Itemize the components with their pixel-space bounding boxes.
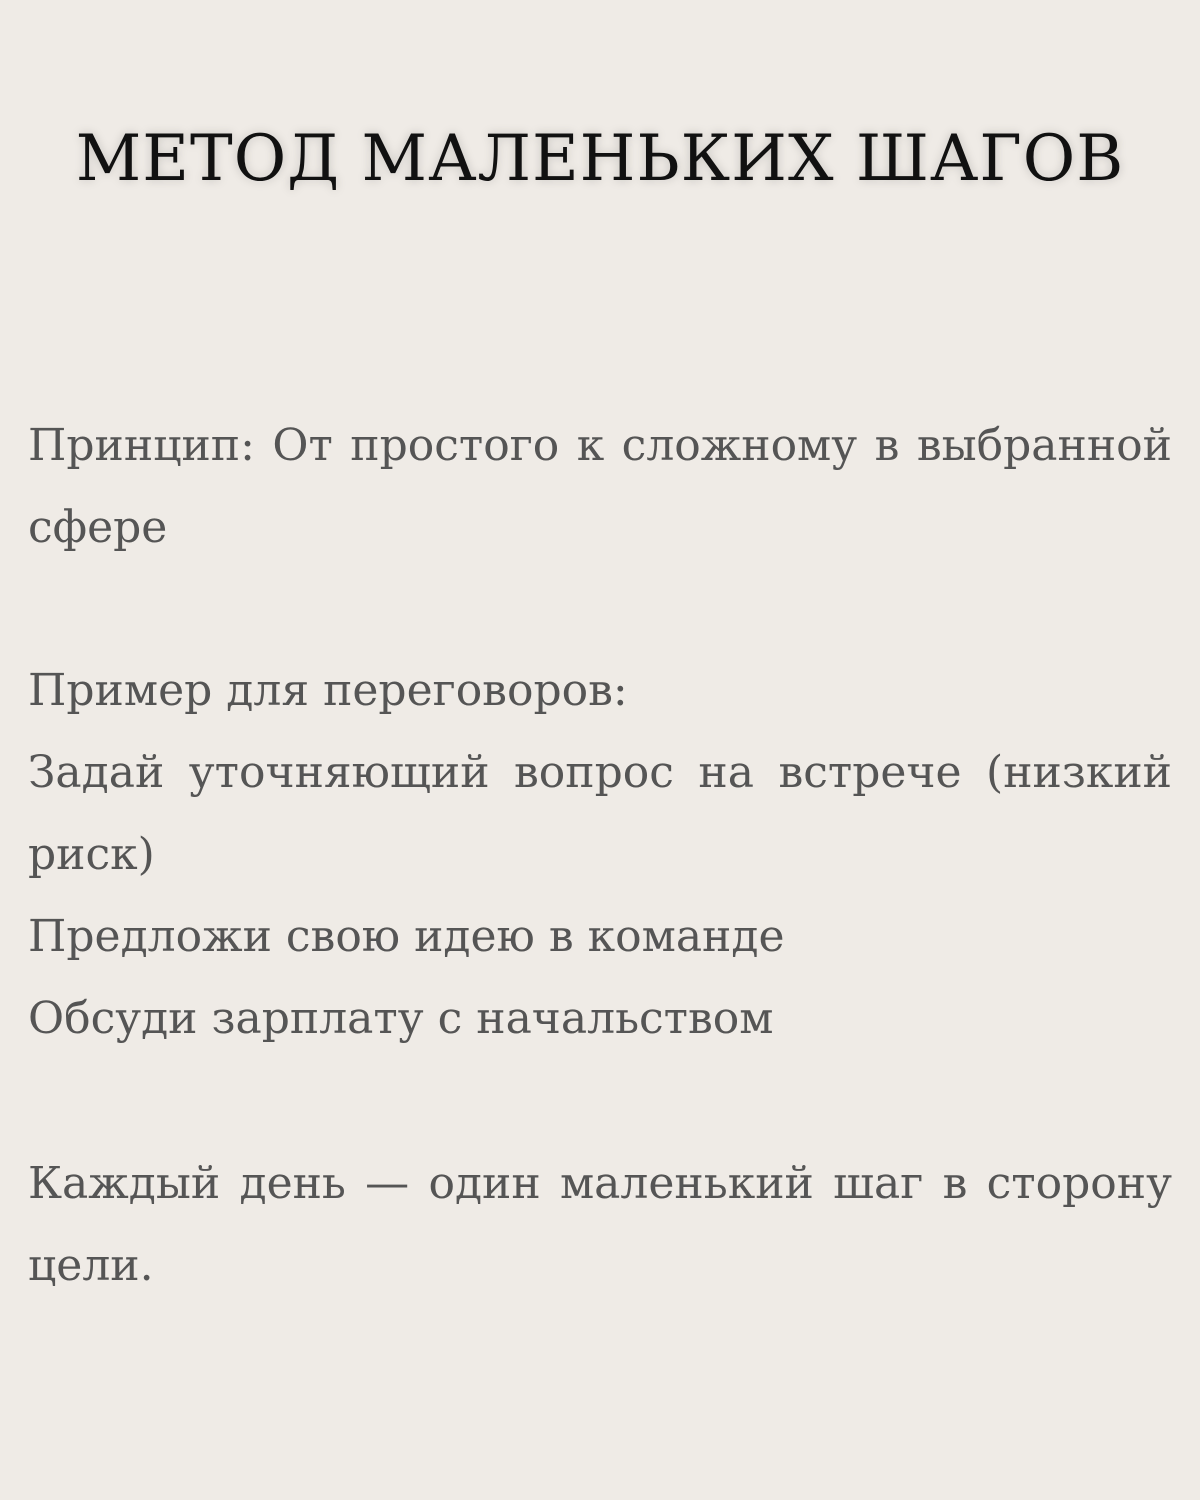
example-heading: Пример для переговоров: [28,665,628,716]
example-block [28,650,1172,1060]
principle-text: Принцип: От простого к сложному в выбранной сфере [28,420,1172,553]
example-step-1: Задай уточняющий вопрос на встрече (низкий риск) [28,747,1172,880]
example-step-3: Обсуди зарплату с начальством [28,993,774,1044]
page-title: МЕТОД МАЛЕНЬКИХ ШАГОВ [75,122,1125,196]
example-step-2: Предложи свою идею в команде [28,911,785,962]
conclusion-text: Каждый день — один маленький шаг в сторону цели. [28,1158,1172,1291]
